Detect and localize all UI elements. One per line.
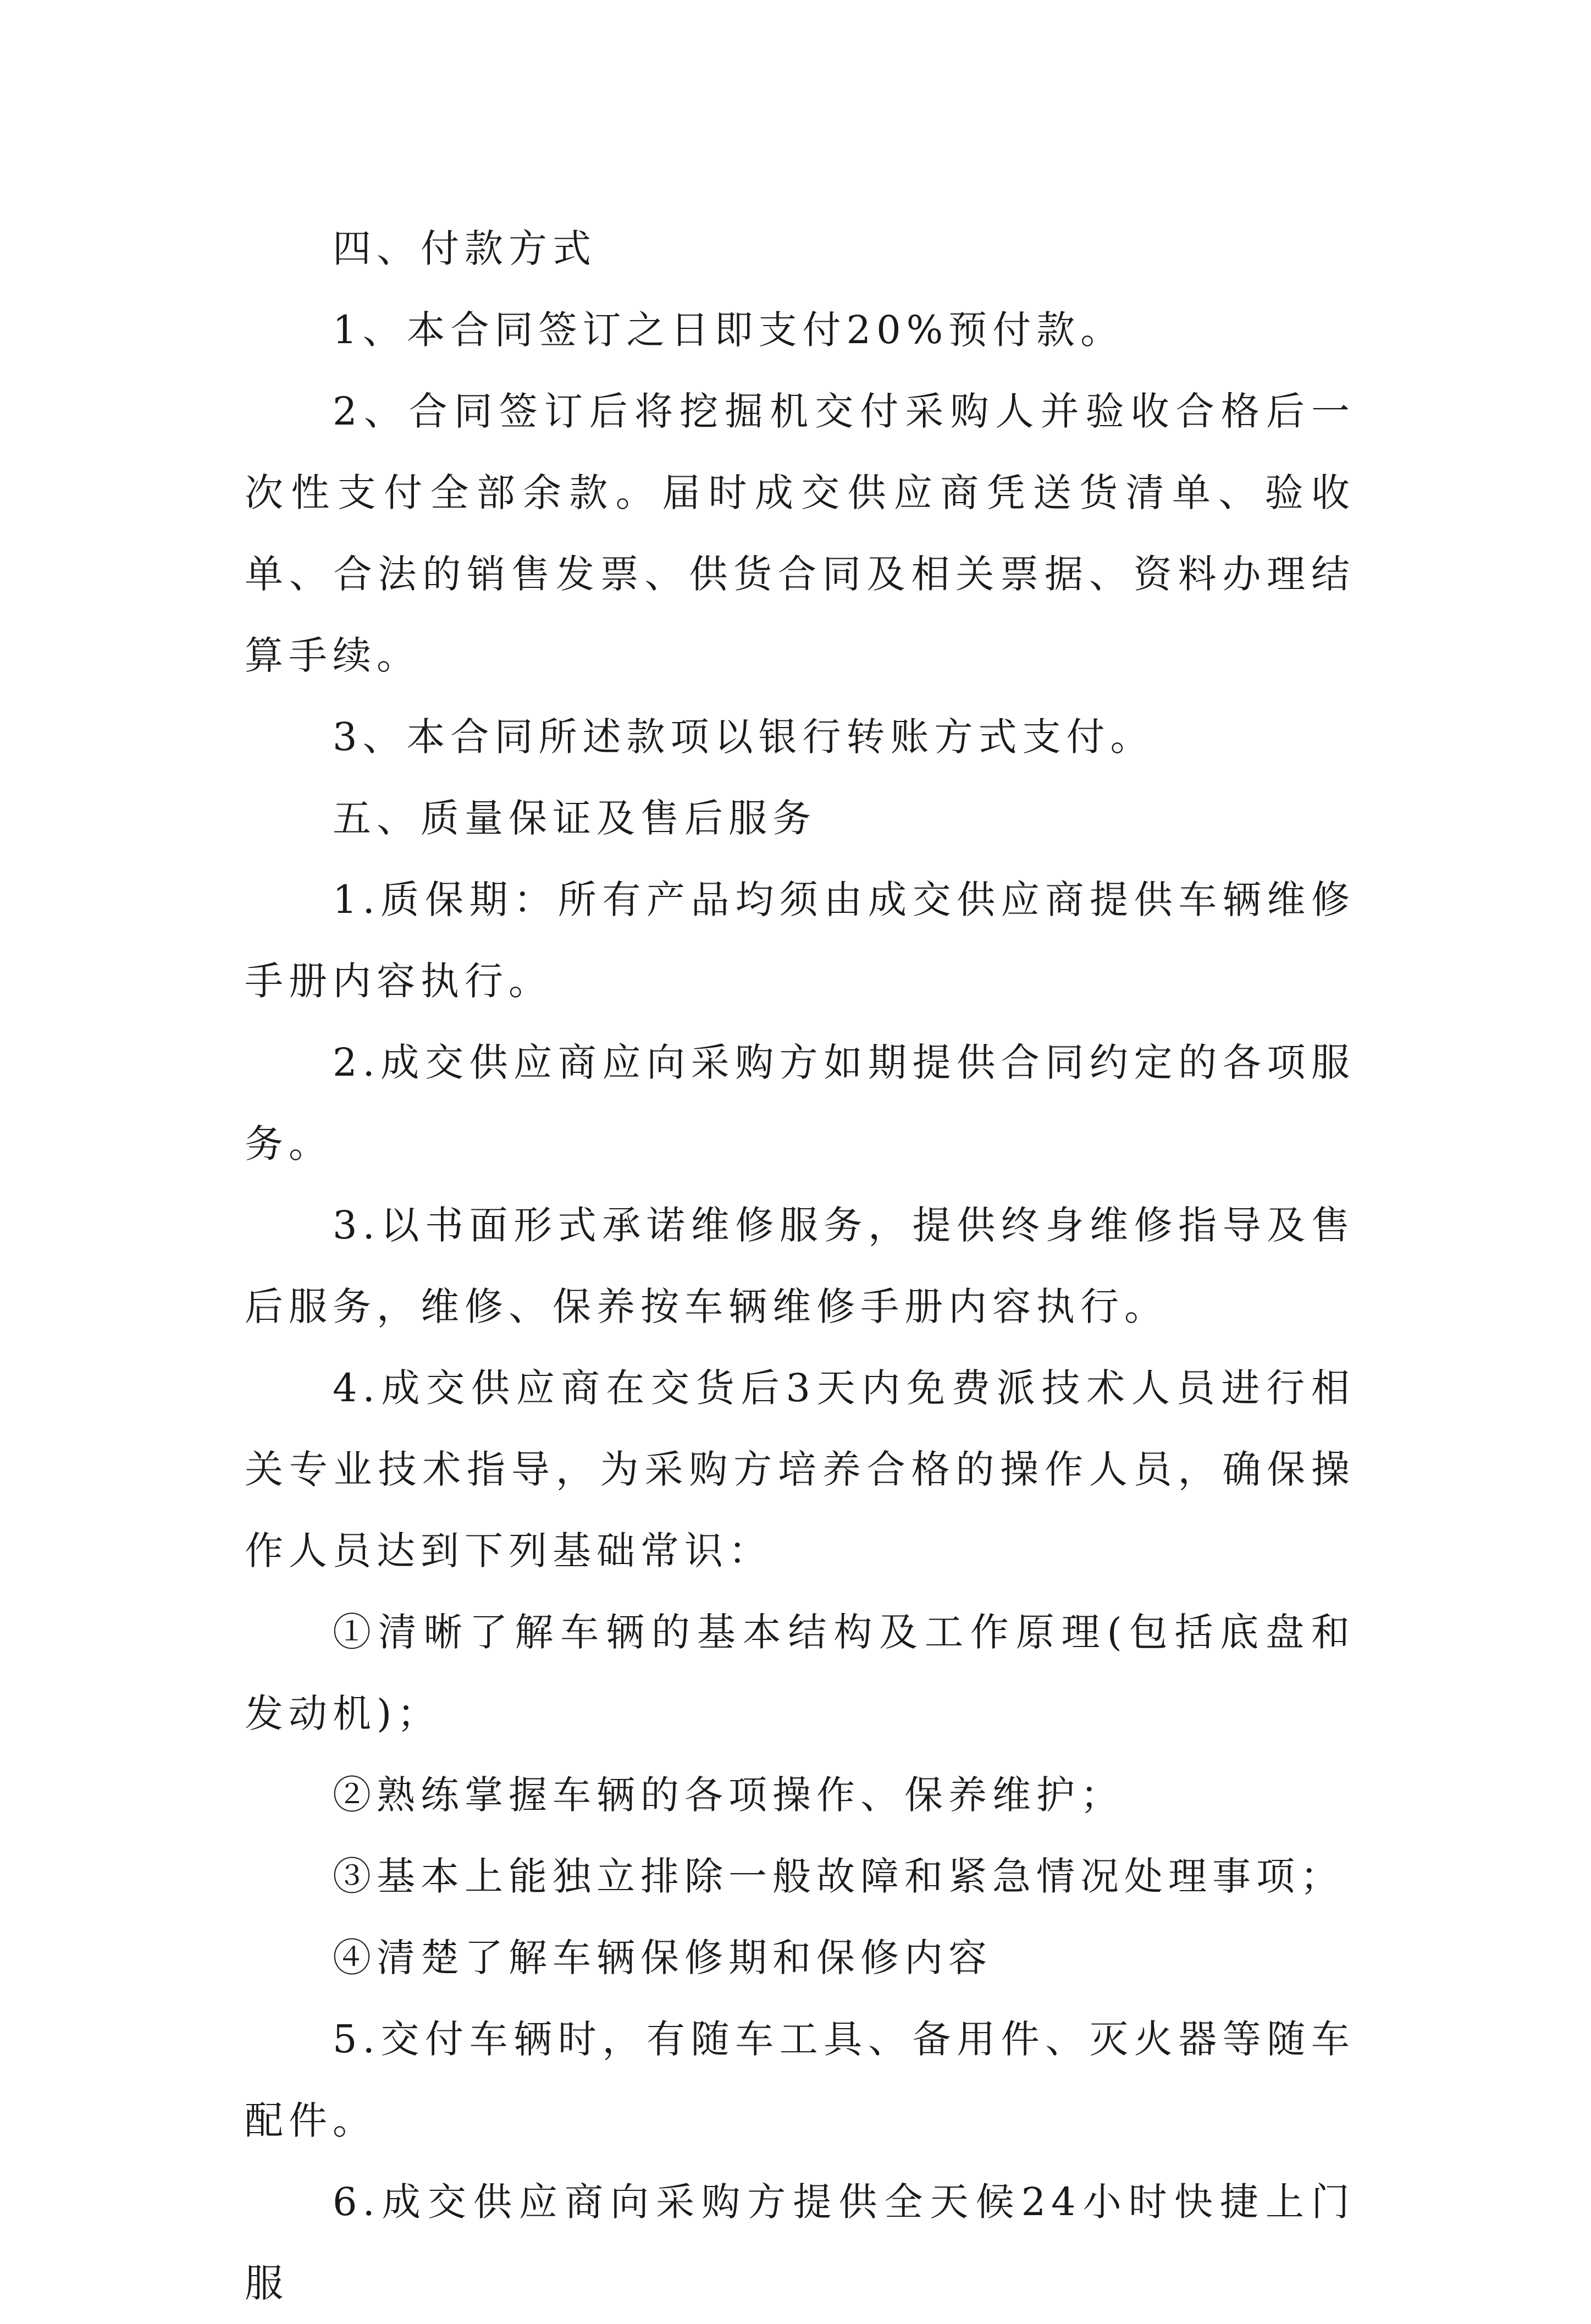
warranty-clause-3: 3.以书面形式承诺维修服务，提供终身维修指导及售后服务，维修、保养按车辆维修手册内容执行。 [245,1203,1355,1329]
warranty-clause-2: 2.成交供应商应向采购方如期提供合同约定的各项服务。 [245,1040,1355,1166]
payment-clause-2: 2、合同签订后将挖掘机交付采购人并验收合格后一次性支付全部余款。届时成交供应商凭送货清单、验收单、合法的销售发票、供货合同及相关票据、资料办理结算手续。 [245,389,1355,678]
warranty-clause-1: 1.质保期：所有产品均须由成交供应商提供车辆维修手册内容执行。 [245,877,1355,1004]
payment-clause-1: 1、本合同签订之日即支付20%预付款。 [333,307,1125,353]
payment-clause-3: 3、本合同所述款项以银行转账方式支付。 [333,714,1154,759]
warranty-clause-6: 6.成交供应商向采购方提供全天候24小时快捷上门服 [245,2179,1355,2306]
knowledge-item-4: ④清楚了解车辆保修期和保修内容 [333,1935,992,1980]
knowledge-item-2: ②熟练掌握车辆的各项操作、保养维护； [333,1772,1124,1818]
section-heading-warranty: 五、质量保证及售后服务 [333,796,816,841]
document-body [245,208,1355,2324]
warranty-clause-5: 5.交付车辆时，有随车工具、备用件、灭火器等随车配件。 [245,2017,1355,2143]
warranty-clause-4: 4.成交供应商在交货后3天内免费派技术人员进行相关专业技术指导，为采购方培养合格的操作人员，确保操作人员达到下列基础常识： [245,1365,1355,1573]
knowledge-item-1: ①清晰了解车辆的基本结构及工作原理(包括底盘和发动机)； [245,1610,1355,1736]
knowledge-item-3: ③基本上能独立排除一般故障和紧急情况处理事项； [333,1854,1344,1899]
section-heading-payment: 四、付款方式 [333,226,596,271]
